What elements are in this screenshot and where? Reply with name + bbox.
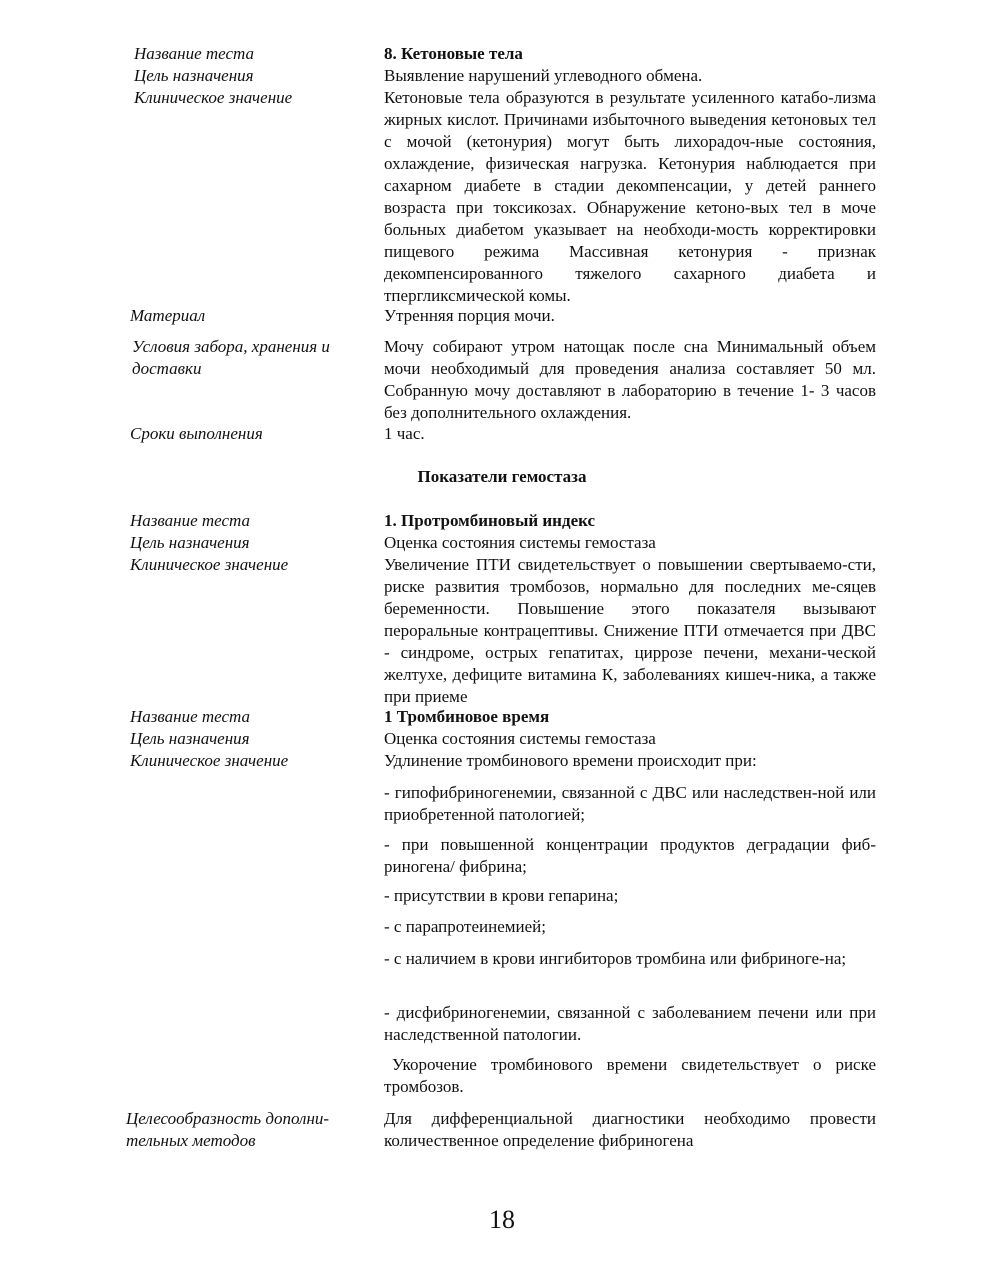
goal-text: Оценка состояния системы гемостаза <box>384 533 656 552</box>
section-heading: Показатели гемостаза <box>417 467 587 486</box>
label-terms: Сроки выполнения <box>130 424 263 443</box>
label-test-name: Название теста <box>134 44 255 63</box>
label-goal: Цель назначения <box>130 533 250 552</box>
feasibility-text: Для дифференциальной диагностики необходимо провести количественное определение фибриногена <box>384 1109 876 1150</box>
goal-text: Выявление нарушений углеводного обмена. <box>384 66 703 85</box>
terms-text: 1 час. <box>384 424 425 443</box>
label-goal: Цель назначения <box>134 66 254 85</box>
label-clinical: Клиническое значение <box>134 88 293 107</box>
list-item: - дисфибриногенемии, связанной с заболеванием печени или при наследственной патологии. <box>384 1003 876 1044</box>
list-item: - гипофибриногенемии, связанной с ДВС или наследствен-ной или приобретенной патологией; <box>384 783 876 824</box>
label-material: Материал <box>130 306 206 325</box>
list-item: - с парапротеинемией; <box>384 917 546 936</box>
clinical-intro-text: Удлинение тромбинового времени происходит при: <box>384 751 757 770</box>
test-title-thrombin-time: 1 Тромбиновое время <box>384 707 550 726</box>
test-title-ketones: 8. Кетоновые тела <box>384 44 523 63</box>
label-test-name: Название теста <box>130 511 251 530</box>
label-test-name: Название теста <box>130 707 251 726</box>
label-goal: Цель назначения <box>130 729 250 748</box>
label-clinical: Клиническое значение <box>130 751 289 770</box>
clinical-text: Увеличение ПТИ свидетельствует о повышении свертываемо-сти, риске развития тромбозов, нормально для последних ме-сяцев беременности. Повышение этого показателя вызывают пероральные контрацептивы. Снижение ПТИ отмечается при ДВС - синдроме, острых гепатитах, циррозе печени, механи-ческой желтухе, дефиците витамина К, заболеваниях кишеч-ника, а также при приеме <box>384 555 876 706</box>
clinical-text: Кетоновые тела образуются в результате усиленного катабо-лизма жирных кислот. Причинами избыточного выведения кетоновых тел с мочой (кетонурия) могут быть лихорадоч-ные состояния, охлаждение, физическая нагрузка. Кетонурия наблюдается при сахарном диабете в стадии декомпенсации, у детей раннего возраста при токсикозах. Обнаружение кетоно-вых тел в моче больных диабетом указывает на необходи-мость корректировки пищевого режима Массивная кетонурия - признак декомпенсированного тяжелого сахарного диабета и тпергликсмической комы. <box>384 88 876 305</box>
goal-text: Оценка состояния системы гемостаза <box>384 729 656 748</box>
label-conditions: Условия забора, хранения и доставки <box>132 337 330 378</box>
conditions-text: Мочу собирают утром натощак после сна Минимальный объем мочи необходимый для проведения анализа составляет 50 мл. Собранную мочу доставляют в лабораторию в течение 1- 3 часов без дополнительного охлаждения. <box>384 337 876 422</box>
label-feasibility: Целесообразность дополни-тельных методов <box>126 1109 330 1150</box>
list-item: - с наличием в крови ингибиторов тромбина или фибриноге-на; <box>384 949 847 968</box>
list-item: - при повышенной концентрации продуктов деградации фиб-риногена/ фибрина; <box>384 835 876 876</box>
shortening-text: Укорочение тромбинового времени свидетельствует о риске тромбозов. <box>384 1055 876 1096</box>
label-clinical: Клиническое значение <box>130 555 289 574</box>
page-number: 18 <box>489 1205 515 1234</box>
test-title-prothrombin: 1. Протромбиновый индекс <box>384 511 596 530</box>
list-item: - присутствии в крови гепарина; <box>384 886 619 905</box>
material-text: Утренняя порция мочи. <box>384 306 555 325</box>
